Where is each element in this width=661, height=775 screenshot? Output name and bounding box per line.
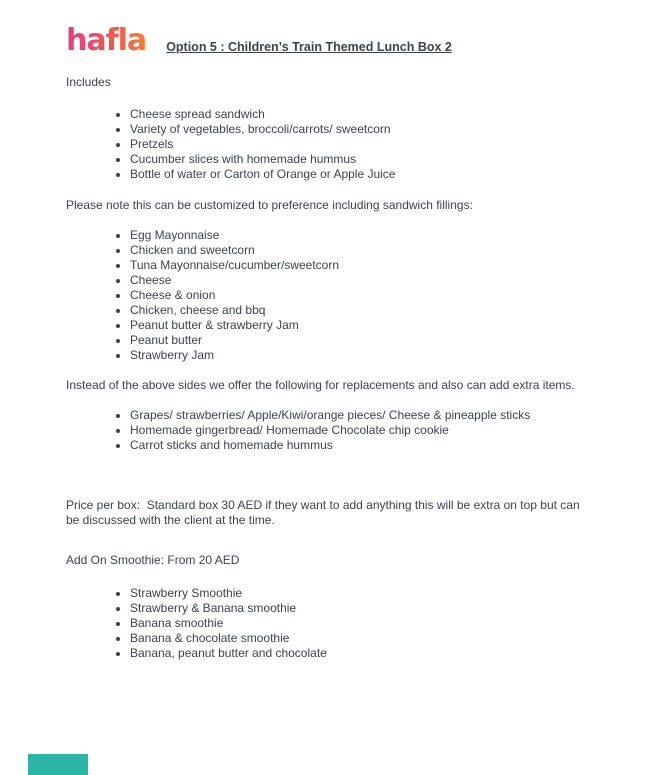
list-item: • Strawberry Smoothie bbox=[130, 586, 595, 601]
list-item: • Cucumber slices with homemade hummus bbox=[130, 152, 595, 167]
list-item: • Chicken, cheese and bbq bbox=[130, 303, 595, 318]
smoothie-list bbox=[66, 586, 595, 661]
list-item: • Cheese & onion bbox=[130, 288, 595, 303]
list-item: • Strawberry & Banana smoothie bbox=[130, 601, 595, 616]
document-header bbox=[66, 24, 595, 56]
list-item: • Banana smoothie bbox=[130, 616, 595, 631]
list-item: • Peanut butter bbox=[130, 333, 595, 348]
list-item: • Grapes/ strawberries/ Apple/Kiwi/orange pieces/ Cheese & pineapple sticks bbox=[130, 408, 595, 423]
smoothie-label: Add On Smoothie: From 20 AED bbox=[66, 553, 240, 567]
replacements-note: Instead of the above sides we offer the following for replacements and also can add extra items. bbox=[66, 378, 575, 392]
list-item: • Chicken and sweetcorn bbox=[130, 243, 595, 258]
list-item: • Carrot sticks and homemade hummus bbox=[130, 438, 595, 453]
fillings-list bbox=[66, 228, 595, 363]
footer-brand-block bbox=[28, 754, 88, 775]
price-note: Price per box: Standard box 30 AED if they want to add anything this will be extra on top but can be discussed with the client at the time. bbox=[66, 498, 583, 527]
list-item: • Banana, peanut butter and chocolate bbox=[130, 646, 595, 661]
list-item: • Peanut butter & strawberry Jam bbox=[130, 318, 595, 333]
hafla-logo: hafla bbox=[66, 23, 147, 58]
page-title: Option 5 : Children’s Train Themed Lunch Box 2 bbox=[166, 40, 452, 54]
customize-note: Please note this can be customized to preference including sandwich fillings: bbox=[66, 198, 473, 212]
list-item: • Pretzels bbox=[130, 137, 595, 152]
list-item: • Egg Mayonnaise bbox=[130, 228, 595, 243]
list-item: • Tuna Mayonnaise/cucumber/sweetcorn bbox=[130, 258, 595, 273]
list-item: • Banana & chocolate smoothie bbox=[130, 631, 595, 646]
list-item: • Cheese bbox=[130, 273, 595, 288]
list-item: • Homemade gingerbread/ Homemade Chocolate chip cookie bbox=[130, 423, 595, 438]
replacements-list bbox=[66, 408, 595, 453]
list-item: • Cheese spread sandwich bbox=[130, 107, 595, 122]
list-item: • Bottle of water or Carton of Orange or Apple Juice bbox=[130, 167, 595, 182]
includes-label: Includes bbox=[66, 75, 111, 89]
includes-list bbox=[66, 107, 595, 182]
list-item: • Variety of vegetables, broccoli/carrots/ sweetcorn bbox=[130, 122, 595, 137]
list-item: • Strawberry Jam bbox=[130, 348, 595, 363]
